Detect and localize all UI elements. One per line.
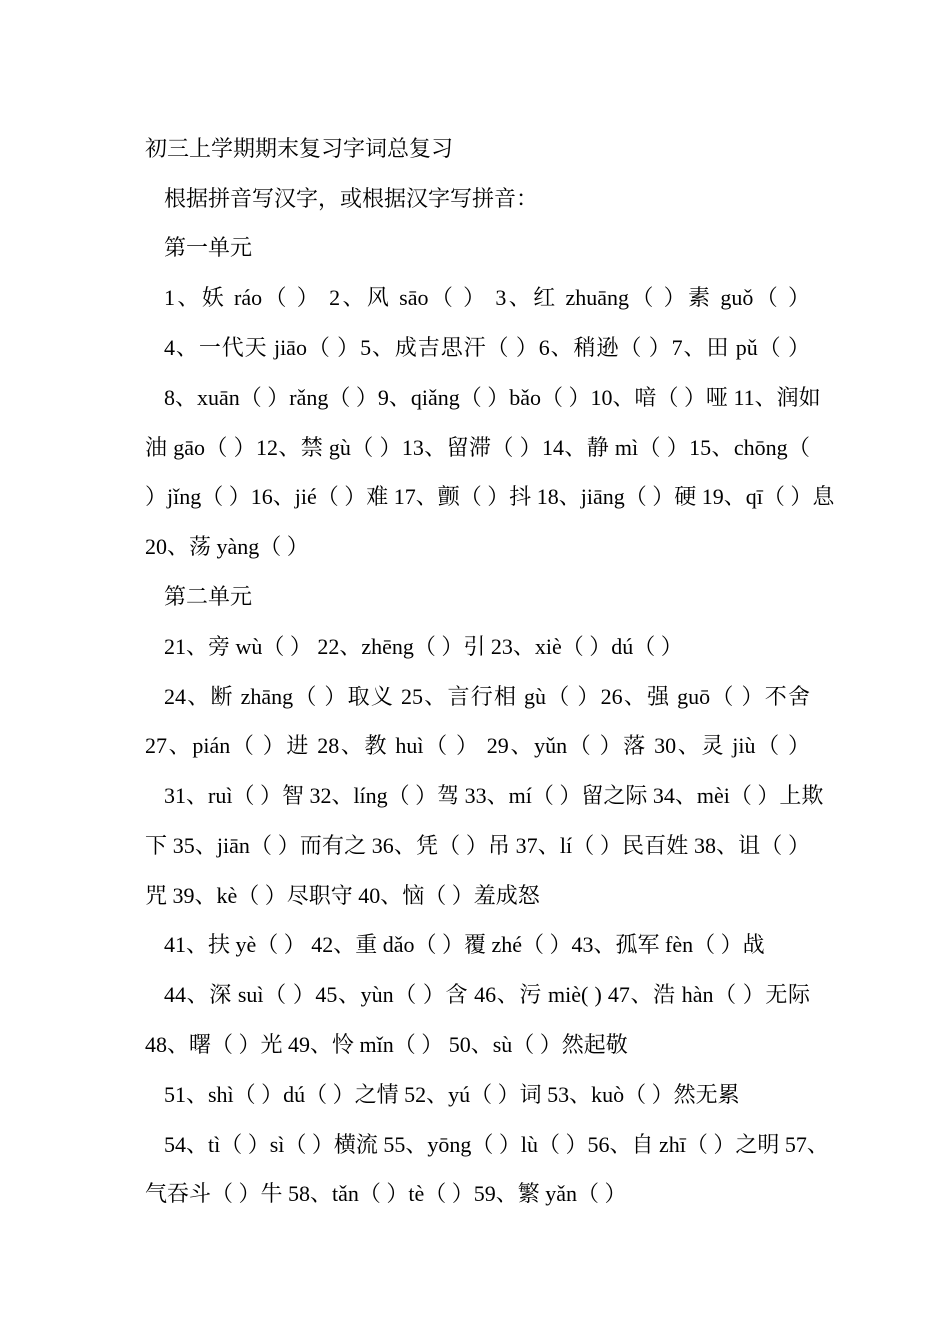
- exercise-line: 8、xuān（ ）rǎng（ ）9、qiǎng（ ）bǎo（ ）10、喑（ ）哑 11、润如: [164, 385, 821, 410]
- exercise-line: 气吞斗（ ）牛 58、tǎn（ ）tè（ ）59、繁 yǎn（ ）: [145, 1181, 627, 1206]
- exercise-line: 41、扶 yè（ ） 42、重 dǎo（ ）覆 zhé（ ）43、孤军 fèn（ ）战: [164, 932, 765, 957]
- exercise-line: 油 gāo（ ）12、禁 gù（ ）13、留滞（ ）14、静 mì（ ）15、chōng（: [145, 435, 810, 460]
- exercise-line: 20、荡 yàng（ ）: [145, 534, 309, 559]
- exercise-line: 1、妖 ráo（ ） 2、风 sāo（ ） 3、红 zhuāng（ ）素 guǒ（ ）: [164, 285, 810, 310]
- document-title: 初三上学期期末复习字词总复习: [145, 136, 454, 161]
- exercise-line: 咒 39、kè（ ）尽职守 40、恼（ ）羞成怒: [145, 883, 540, 908]
- exercise-line: 24、断 zhāng（ ）取义 25、言行相 gù（ ）26、强 guō（ ）不舍: [164, 684, 810, 709]
- exercise-line: 4、一代天 jiāo（ ）5、成吉思汗（ ）6、稍逊（ ）7、田 pǔ（ ）: [164, 335, 810, 360]
- exercise-line: 54、tì（ ）sì（ ）横流 55、yōng（ ）lù（ ）56、自 zhī（ ）之明 57、: [164, 1132, 829, 1157]
- exercise-line: 下 35、jiān（ ）而有之 36、凭（ ）吊 37、lí（ ）民百姓 38、诅（ ）: [145, 833, 810, 858]
- section-heading-unit-2: 第二单元: [164, 584, 253, 609]
- exercise-line: 51、shì（ ）dú（ ）之情 52、yú（ ）词 53、kuò（ ）然无累: [164, 1082, 740, 1107]
- exercise-line: 44、深 suì（ ）45、yùn（ ）含 46、污 miè( ) 47、浩 hàn（ ）无际: [164, 982, 810, 1007]
- exercise-line: 27、pián（ ）进 28、教 huì（ ） 29、yǔn（ ）落 30、灵 jiù（ ）: [145, 733, 810, 758]
- exercise-line: ）jǐng（ ）16、jié（ ）难 17、颤（ ）抖 18、jiāng（ ）硬 19、qī（ ）息: [145, 484, 835, 509]
- exercise-line: 48、曙（ ）光 49、怜 mǐn（ ） 50、sù（ ）然起敬: [145, 1032, 628, 1057]
- exercise-line: 21、旁 wù（ ） 22、zhēng（ ）引 23、xiè（ ）dú（ ）: [164, 634, 683, 659]
- instruction-text: 根据拼音写汉字，或根据汉字写拼音：: [164, 186, 539, 211]
- section-heading-unit-1: 第一单元: [164, 235, 253, 260]
- exercise-line: 31、ruì（ ）智 32、líng（ ）驾 33、mí（ ）留之际 34、mèi（ ）上欺: [164, 783, 824, 808]
